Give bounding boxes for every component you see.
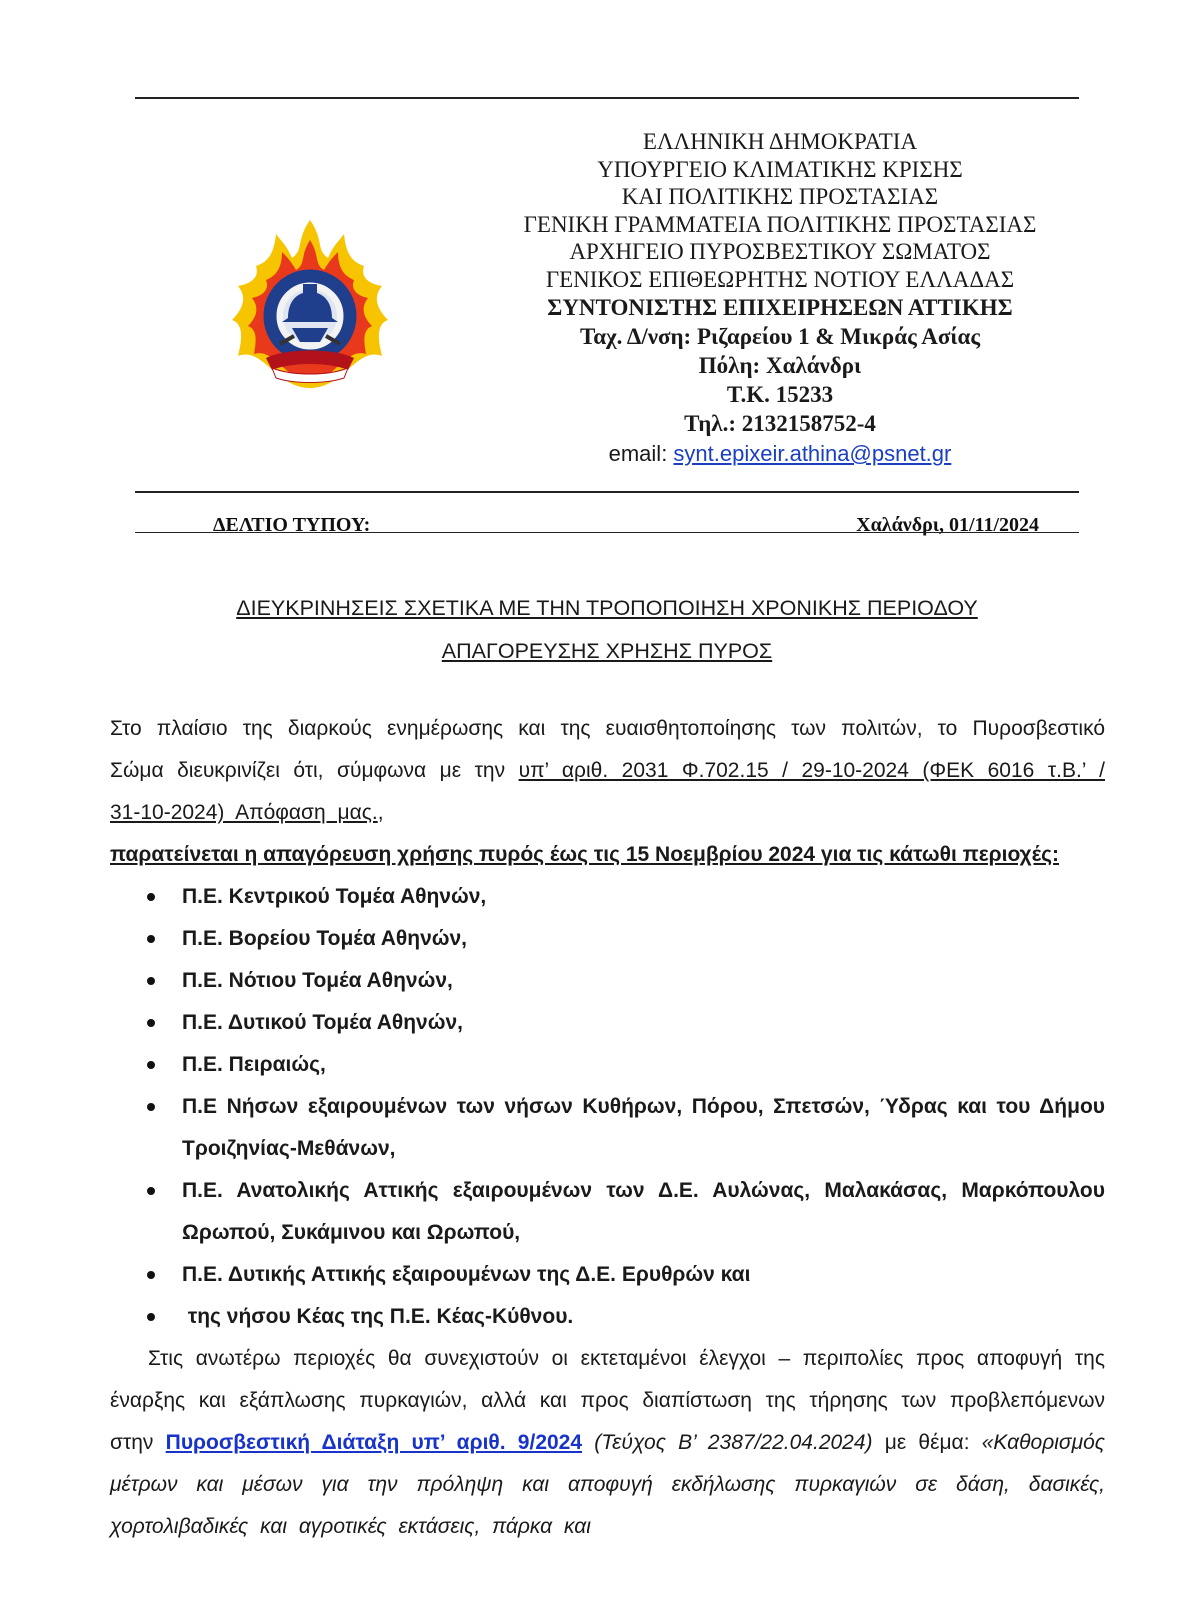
ordinance-subject-quote: «Καθορισμός μέτρων και μέσων για την πρόληψη και αποφυγή εκδήλωσης πυρκαγιών σε δάση, δασικές, χορτολιβαδικές και αγροτικές εκτάσεις, πάρκα και bbox=[110, 1431, 1105, 1538]
list-item bbox=[110, 1296, 1105, 1338]
title-part: ΔΙΕΥΚΡΙΝΗΣΕΙΣ ΣΧΕΤΙΚΑ ΜΕ ΤΗΝ bbox=[236, 596, 586, 620]
press-release-date: Χαλάνδρι, 01/11/2024 bbox=[856, 514, 1039, 536]
document-body bbox=[110, 708, 1105, 1548]
address: Ταχ. Δ/νση: Ριζαρείου 1 & Μικράς Ασίας bbox=[579, 324, 981, 349]
lower-bulletin-divider bbox=[135, 532, 1079, 533]
fire-service-emblem-icon bbox=[232, 218, 388, 390]
bullet-icon bbox=[147, 1187, 155, 1195]
area-text: Π.Ε. Δυτικού Τομέα Αθηνών, bbox=[182, 1011, 463, 1034]
page-title bbox=[135, 587, 1079, 673]
letterhead bbox=[480, 128, 1080, 469]
coordinator-title: ΣΥΝΤΟΝΙΣΤΗΣ ΕΠΙΧΕΙΡΗΣΕΩΝ ΑΤΤΙΚΗΣ bbox=[547, 295, 1013, 320]
list-item bbox=[110, 918, 1105, 960]
areas-list bbox=[110, 876, 1105, 1338]
intro-paragraph bbox=[110, 708, 1105, 834]
area-text: Π.Ε. Πειραιώς, bbox=[182, 1053, 326, 1076]
postal-code: Τ.Κ. 15233 bbox=[726, 382, 834, 407]
area-text: Π.Ε. Νότιου Τομέα Αθηνών, bbox=[182, 969, 453, 992]
area-text: Π.Ε. Κεντρικού Τομέα Αθηνών, bbox=[182, 885, 487, 908]
title-part: ΤΡΟΠΟΠΟΙΗΣΗ ΧΡΟΝΙΚΗΣ ΠΕΡΙΟΔΟΥ bbox=[585, 596, 978, 620]
bullet-icon bbox=[147, 1019, 155, 1027]
letterhead-line: ΚΑΙ ΠΟΛΙΤΙΚΗΣ ΠΡΟΣΤΑΣΙΑΣ bbox=[621, 184, 939, 209]
extension-statement: παρατείνεται η απαγόρευση χρήσης πυρός έως τις 15 Νοεμβρίου 2024 για τις κάτωθι περιοχές: bbox=[110, 843, 1060, 866]
email-link[interactable]: synt.epixeir.athina@psnet.gr bbox=[673, 441, 952, 466]
area-text: Π.Ε. Ανατολικής Αττικής εξαιρουμένων των Δ.Ε. Αυλώνας, Μαλακάσας, Μαρκόπουλου Ωρωπού, Συκάμινου και Ωρωπού, bbox=[182, 1179, 1105, 1244]
bullet-icon bbox=[147, 1061, 155, 1069]
area-text: της νήσου Κέας της Π.Ε. Κέας-Κύθνου. bbox=[182, 1305, 574, 1328]
closing-text: με θέμα: bbox=[872, 1431, 982, 1454]
phone: Τηλ.: 2132158752-4 bbox=[684, 411, 876, 436]
list-item bbox=[110, 876, 1105, 918]
email-line bbox=[480, 439, 1080, 469]
city: Πόλη: Χαλάνδρι bbox=[698, 353, 862, 378]
list-item bbox=[110, 1044, 1105, 1086]
closing-text: Στις ανωτέρω περιοχές θα συνεχιστούν οι εκτεταμένοι έλεγχοι – περιπολίες προς αποφυγή της έναρξης και εξάπλωσης πυρκαγιών, αλλά και προς διαπίστωση της τήρησης των προβλεπόμενων στην bbox=[110, 1347, 1105, 1454]
area-text: Π.Ε. Δυτικής Αττικής εξαιρουμένων της Δ.Ε. Ερυθρών και bbox=[182, 1263, 751, 1286]
bullet-icon bbox=[147, 1103, 155, 1111]
intro-text: Στο πλαίσιο της διαρκούς ενημέρωσης και της ευαισθητοποίησης των πολιτών, το Πυροσβεστικό Σώμα διευκρινίζει ότι, σύμφωνα με την bbox=[110, 717, 1105, 782]
bulletin-bar bbox=[135, 514, 1079, 540]
letterhead-line: ΥΠΟΥΡΓΕΙΟ ΚΛΙΜΑΤΙΚΗΣ ΚΡΙΣΗΣ bbox=[597, 156, 963, 182]
upper-bulletin-divider bbox=[135, 491, 1079, 493]
area-text: Π.Ε. Βορείου Τομέα Αθηνών, bbox=[182, 927, 468, 950]
list-item bbox=[110, 1254, 1105, 1296]
fire-ordinance-link[interactable]: Πυροσβεστική Διάταξη υπ’ αριθ. 9/2024 bbox=[165, 1431, 583, 1454]
decision-reference: υπ’ αριθ. 2031 Φ.702.15 / 29-10-2024 (ΦΕΚ 6016 τ.Β.’ / 31-10-2024) Απόφαση μας. bbox=[110, 759, 1105, 824]
letterhead-line: ΕΛΛΗΝΙΚΗ ΔΗΜΟΚΡΑΤΙΑ bbox=[642, 129, 918, 154]
bullet-icon bbox=[147, 893, 155, 901]
area-text: Π.Ε Νήσων εξαιρουμένων των νήσων Κυθήρων, Πόρου, Σπετσών, Ύδρας και του Δήμου Τροιζηνίας-Μεθάνων, bbox=[182, 1095, 1105, 1160]
intro-comma: , bbox=[377, 801, 384, 824]
bullet-icon bbox=[147, 935, 155, 943]
list-item bbox=[110, 1086, 1105, 1170]
list-item bbox=[110, 960, 1105, 1002]
bullet-icon bbox=[147, 1271, 155, 1279]
closing-paragraph bbox=[110, 1338, 1105, 1548]
gazette-reference: (Τεύχος Β’ 2387/22.04.2024) bbox=[582, 1431, 873, 1454]
letterhead-line: ΓΕΝΙΚΗ ΓΡΑΜΜΑΤΕΙΑ ΠΟΛΙΤΙΚΗΣ ΠΡΟΣΤΑΣΙΑΣ bbox=[523, 211, 1037, 237]
email-label: email: bbox=[608, 441, 674, 466]
list-item bbox=[110, 1002, 1105, 1044]
letterhead-line: ΑΡΧΗΓΕΙΟ ΠΥΡΟΣΒΕΣΤΙΚΟΥ ΣΩΜΑΤΟΣ bbox=[569, 239, 991, 264]
top-divider bbox=[135, 97, 1079, 99]
title-part: ΑΠΑΓΟΡΕΥΣΗΣ ΧΡΗΣΗΣ ΠΥΡΟΣ bbox=[441, 639, 773, 663]
press-release-label: ΔΕΛΤΙΟ ΤΥΠΟΥ: bbox=[213, 514, 371, 536]
letterhead-line: ΓΕΝΙΚΟΣ ΕΠΙΘΕΩΡΗΤΗΣ ΝΟΤΙΟΥ ΕΛΛΑΔΑΣ bbox=[545, 266, 1015, 292]
bullet-icon bbox=[147, 977, 155, 985]
list-item bbox=[110, 1170, 1105, 1254]
bullet-icon bbox=[147, 1313, 155, 1321]
